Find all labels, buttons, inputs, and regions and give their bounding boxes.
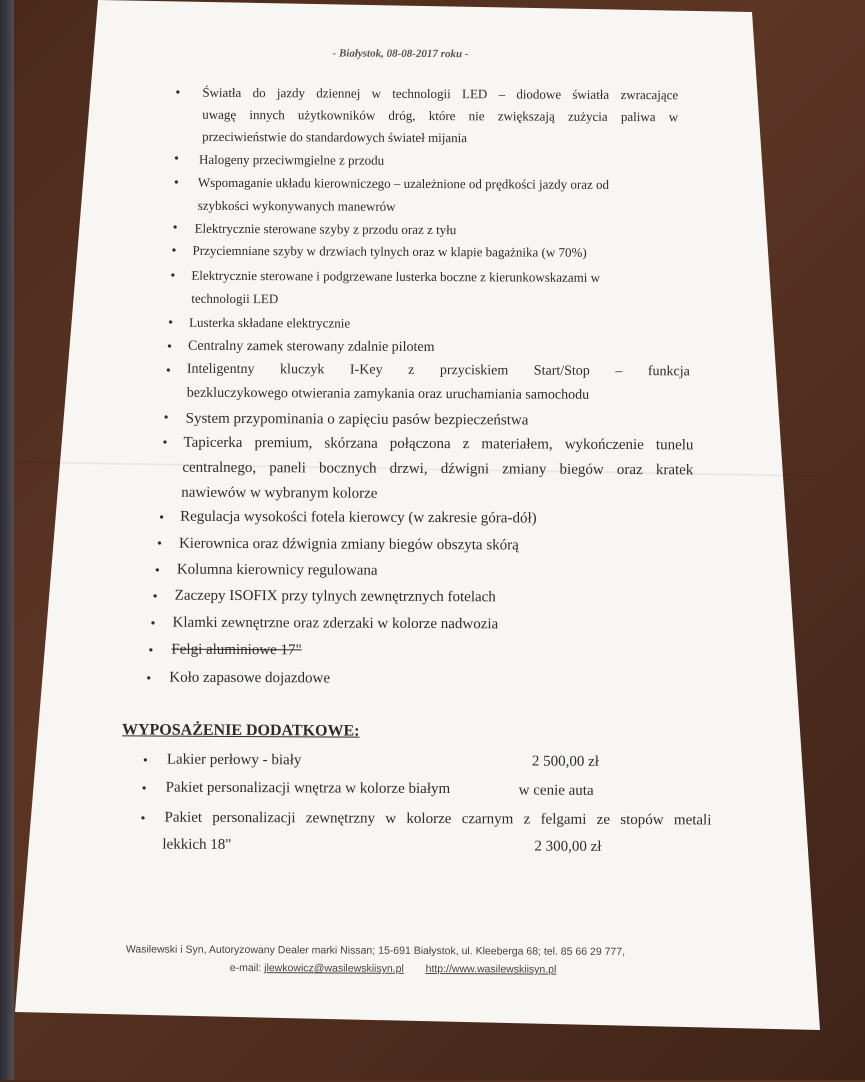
feature-12: Kierownica oraz dźwignia zmiany biegów obszyta skórą	[178, 535, 519, 554]
extra-item-1: Pakiet personalizacji wnętrza w kolorze białym	[165, 779, 451, 798]
bullet-icon: •	[175, 85, 181, 101]
feature-4: Przyciemniane szyby w drzwiach tylnych oraz w klapie bagażnika (w 70%)	[192, 242, 587, 260]
feature-2-line-0: Wspomaganie układu kierowniczego – uzależnione od prędkości jazdy oraz od	[197, 174, 610, 192]
bullet-icon: •	[154, 563, 160, 579]
feature-0-line-1: uwagę innych użytkowników dróg, które nie zwiększają zużycia paliwa w	[202, 106, 679, 125]
feature-9: System przypominania o zapięciu pasów bezpieczeństwa	[185, 410, 529, 429]
feature-7: Centralny zamek sterowany zdalnie pilotem	[187, 338, 435, 356]
bullet-icon: •	[142, 753, 148, 769]
feature-10-line-1: centralnego, paneli bocznych drzwi, dźwigni zmiany biegów oraz kratek	[182, 459, 694, 479]
feature-0-line-2: przeciwieństwie do standardowych świateł mijania	[202, 128, 468, 146]
feature-5-line-1: technologii LED	[191, 290, 279, 307]
bullet-icon: •	[163, 410, 169, 426]
footer-email-label: e-mail:	[229, 961, 262, 975]
extra-price-0: 2 500,00 zł	[531, 753, 599, 770]
bullet-icon: •	[170, 268, 176, 284]
footer-email-link[interactable]: jlewkowicz@wasilewskiisyn.pl	[264, 962, 404, 975]
feature-14: Zaczepy ISOFIX przy tylnych zewnętrznych fotelach	[174, 587, 496, 606]
feature-0-line-0: Światła do jazdy dziennej w technologii LED – diodowe światła zwracające	[202, 84, 679, 103]
bullet-icon: •	[166, 339, 172, 355]
bullet-icon: •	[156, 536, 162, 552]
feature-11: Regulacja wysokości fotela kierowcy (w zakresie góra-dół)	[180, 508, 537, 527]
bullet-icon: •	[165, 363, 171, 379]
feature-10-line-0: Tapicerka premium, skórzana połączona z materiałem, wykończenie tunelu	[183, 434, 694, 454]
footer-address: Wasilewski i Syn, Autoryzowany Dealer marki Nissan; 15-691 Białystok, ul. Kleeberga 68; tel. 85 66 29 777,	[125, 943, 626, 959]
bullet-icon: •	[173, 151, 179, 167]
feature-3: Elektrycznie sterowane szyby z przodu oraz z tyłu	[194, 220, 457, 238]
feature-6: Lusterka składane elektrycznie	[189, 314, 351, 331]
bullet-icon: •	[150, 616, 156, 632]
feature-17: Koło zapasowe dojazdowe	[169, 669, 331, 687]
feature-15: Klamki zewnętrzne oraz zderzaki w kolorze nadwozia	[172, 614, 499, 633]
extra-price-2: 2 300,00 zł	[534, 838, 602, 855]
bullet-icon: •	[140, 811, 146, 827]
extra-price-1: w cenie auta	[518, 782, 594, 799]
document-date: - Białystok, 08-08-2017 roku -	[332, 47, 469, 61]
bullet-icon: •	[172, 220, 178, 236]
bullet-icon: •	[148, 643, 154, 659]
bullet-icon: •	[162, 435, 168, 451]
bullet-icon: •	[173, 175, 179, 191]
extra-item-2-line-1: lekkich 18"	[162, 836, 232, 853]
bullet-icon: •	[146, 671, 152, 687]
bullet-icon: •	[159, 510, 165, 526]
feature-10-line-2: nawiewów w wybranym kolorze	[181, 484, 378, 502]
bullet-icon: •	[152, 589, 158, 605]
bullet-icon: •	[171, 243, 177, 259]
bullet-icon: •	[168, 315, 174, 331]
feature-13: Kolumna kierownicy regulowana	[176, 561, 378, 579]
bullet-icon: •	[141, 781, 147, 797]
footer-website-link[interactable]: http://www.wasilewskiisyn.pl	[425, 962, 557, 976]
feature-8-line-1: bezkluczykowego otwierania zamykania oraz uruchamiania samochodu	[186, 385, 590, 403]
feature-5-line-0: Elektrycznie sterowane i podgrzewane lusterka boczne z kierunkowskazami w	[191, 267, 601, 285]
feature-8-line-0: Inteligentny kluczyk I-Key z przyciskiem Start/Stop – funkcja	[186, 361, 690, 380]
feature-1: Halogeny przeciwmgielne z przodu	[198, 151, 385, 168]
feature-2-line-1: szybkości wykonywanych manewrów	[197, 197, 396, 214]
footer-contact	[230, 962, 557, 976]
extras-heading: WYPOSAŻENIE DODATKOWE:	[121, 721, 360, 740]
feature-16-struck: Felgi aluminiowe 17"	[171, 641, 302, 659]
extra-item-0: Lakier perłowy - biały	[166, 751, 302, 769]
extra-item-2-line-0: Pakiet personalizacji zewnętrzny w kolorze czarnym z felgami ze stopów metali	[164, 809, 712, 829]
